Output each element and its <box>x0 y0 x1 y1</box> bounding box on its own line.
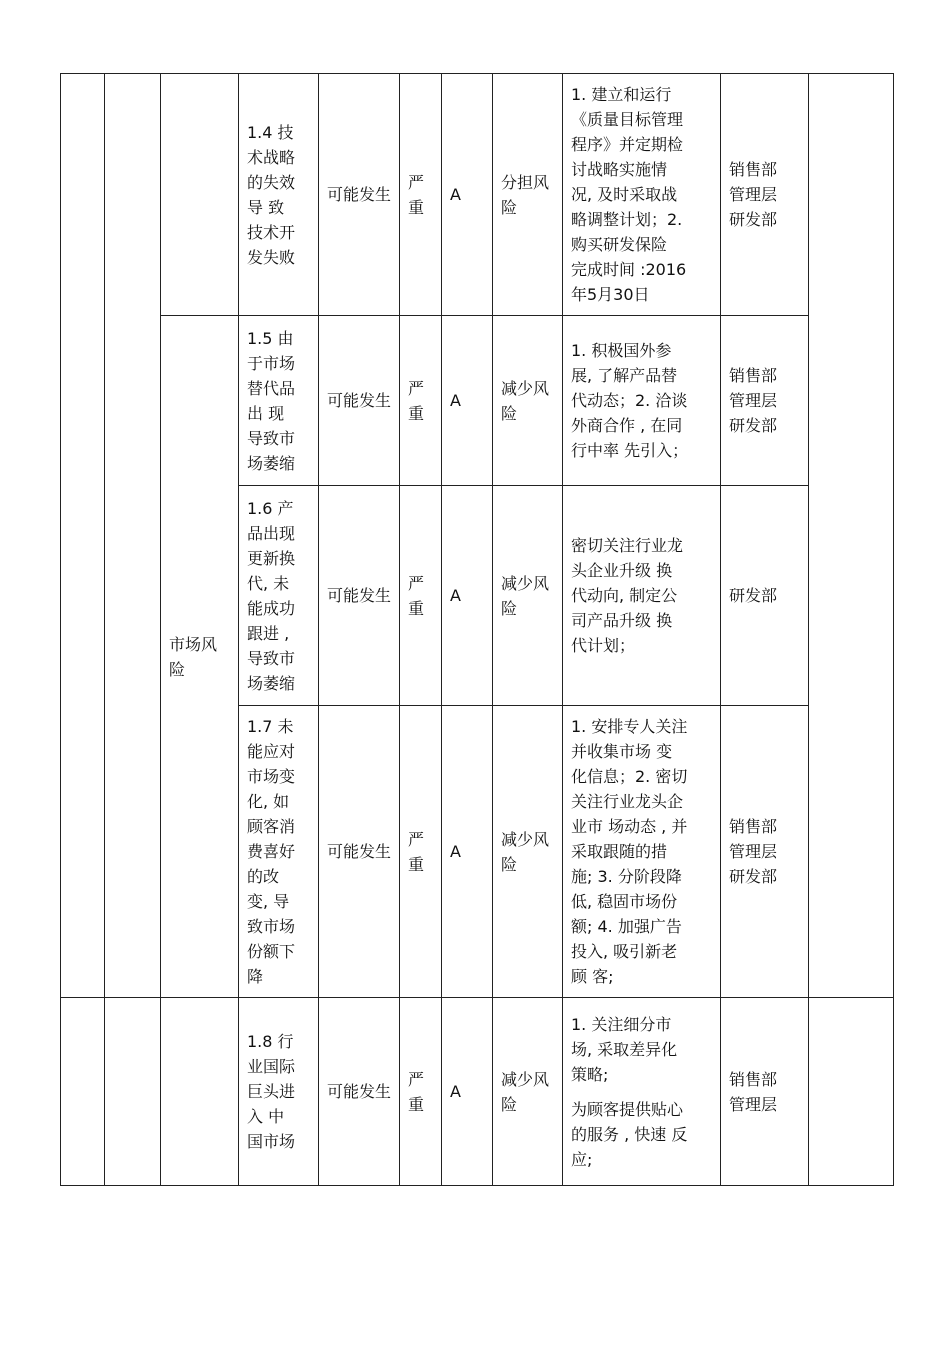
measure-paragraph: 1. 关注细分市 场, 采取差异化 策略; <box>571 1014 678 1084</box>
table-row <box>61 998 894 1186</box>
risk-category: 市场风 险 <box>161 316 239 998</box>
measure-cell: 1. 安排专人关注 并收集市场 变 化信息；2. 密切 关注行业龙头企 业市 场动态 , 并 采取跟随的措 施; 3. 分阶段降 低, 稳固市场份 额; 4. 加强广告 投入, 吸引新老 顾 客; <box>563 706 721 998</box>
measure-paragraph: 为顾客提供贴心 的服务 , 快速 反 应; <box>571 1099 688 1169</box>
department-cell: 销售部 管理层 研发部 <box>721 316 809 486</box>
strategy-cell: 减少风险 <box>493 486 563 706</box>
likelihood-cell: 可能发生 <box>319 486 400 706</box>
measure-cell: 1. 积极国外参 展, 了解产品替 代动态；2. 洽谈 外商合作 , 在同 行中率 先引入； <box>563 316 721 486</box>
risk-description: 1.8 行 业国际 巨头进 入 中 国市场 <box>239 998 319 1186</box>
grade-cell: A <box>442 486 493 706</box>
strategy-cell: 减少风险 <box>493 706 563 998</box>
strategy-cell: 减少风险 <box>493 316 563 486</box>
risk-description: 1.4 技 术战略 的失效 导 致 技术开 发失败 <box>239 74 319 316</box>
risk-table <box>60 73 894 1186</box>
measure-cell: 密切关注行业龙 头企业升级 换 代动向, 制定公 司产品升级 换 代计划； <box>563 486 721 706</box>
risk-description: 1.5 由 于市场 替代品 出 现 导致市 场萎缩 <box>239 316 319 486</box>
severity-cell: 严重 <box>400 316 442 486</box>
severity-cell: 严重 <box>400 74 442 316</box>
severity-cell: 严重 <box>400 486 442 706</box>
grade-cell: A <box>442 316 493 486</box>
department-cell: 研发部 <box>721 486 809 706</box>
blank-cell <box>161 74 239 316</box>
likelihood-cell: 可能发生 <box>319 316 400 486</box>
grade-cell: A <box>442 706 493 998</box>
strategy-cell: 减少风险 <box>493 998 563 1186</box>
blank-cell <box>105 998 161 1186</box>
strategy-cell: 分担风险 <box>493 74 563 316</box>
blank-cell <box>61 74 105 998</box>
department-cell: 销售部 管理层 研发部 <box>721 706 809 998</box>
severity-cell: 严重 <box>400 706 442 998</box>
table-row <box>61 316 894 486</box>
grade-cell: A <box>442 998 493 1186</box>
likelihood-cell: 可能发生 <box>319 998 400 1186</box>
blank-cell <box>809 74 894 998</box>
risk-description: 1.6 产 品出现 更新换 代, 未 能成功 跟进 , 导致市 场萎缩 <box>239 486 319 706</box>
department-cell: 销售部 管理层 研发部 <box>721 74 809 316</box>
likelihood-cell: 可能发生 <box>319 706 400 998</box>
blank-cell <box>105 74 161 998</box>
risk-description: 1.7 未 能应对 市场变 化, 如 顾客消 费喜好 的改 变, 导 致市场 份额下 降 <box>239 706 319 998</box>
blank-cell <box>61 998 105 1186</box>
measure-cell: 1. 建立和运行 《质量目标管理 程序》并定期检 讨战略实施情 况, 及时采取战 略调整计划；2. 购买研发保险 完成时间 :2016 年5月30日 <box>563 74 721 316</box>
measure-cell <box>563 998 721 1186</box>
blank-cell <box>161 998 239 1186</box>
table-row <box>61 74 894 316</box>
grade-cell: A <box>442 74 493 316</box>
likelihood-cell: 可能发生 <box>319 74 400 316</box>
severity-cell: 严重 <box>400 998 442 1186</box>
department-cell: 销售部 管理层 <box>721 998 809 1186</box>
blank-cell <box>809 998 894 1186</box>
